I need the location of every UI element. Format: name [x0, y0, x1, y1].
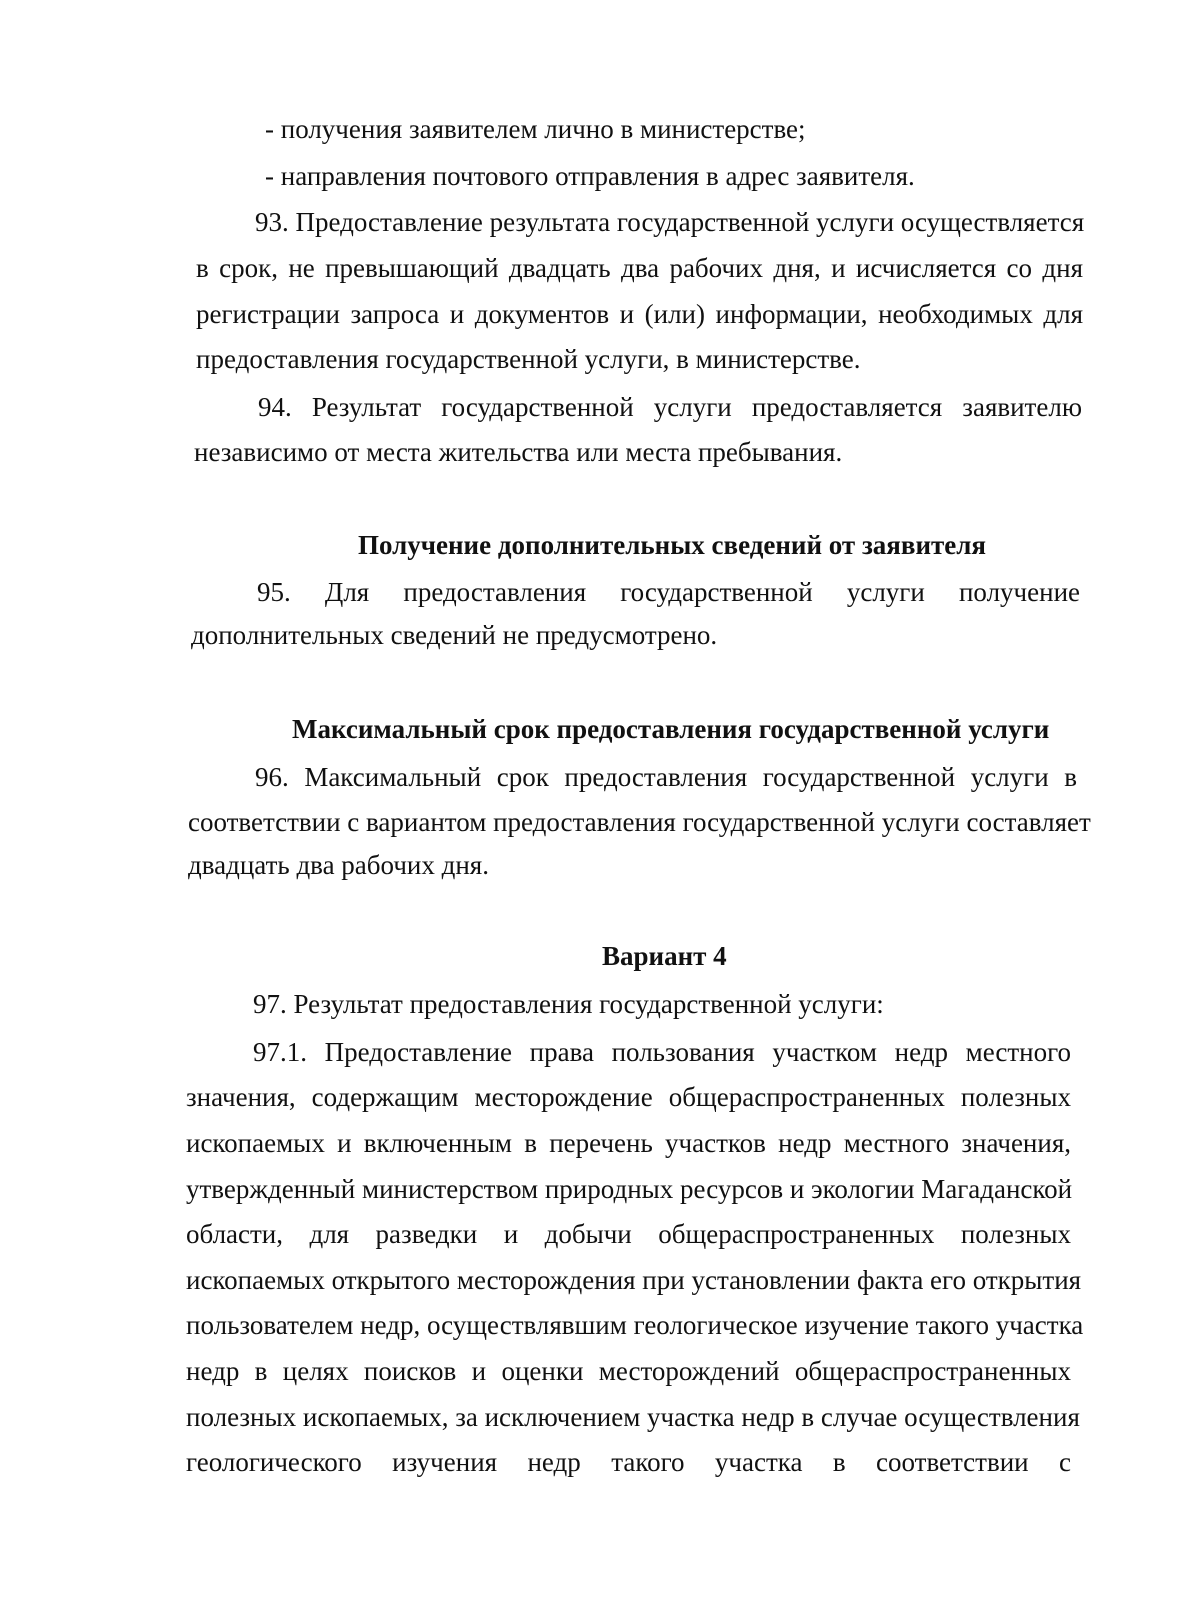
paragraph-93-line: в срок, не превышающий двадцать два рабочих дня, и исчисляется со дня — [196, 253, 1083, 283]
paragraph-95-line: 95. Для предоставления государственной услуги получение — [257, 577, 1080, 607]
paragraph-97-1-line: геологического изучения недр такого участка в соответствии с — [186, 1447, 1071, 1477]
list-item-postal-delivery: - направления почтового отправления в адрес заявителя. — [265, 161, 915, 191]
paragraph-96-line: двадцать два рабочих дня. — [188, 850, 489, 880]
section-heading-additional-info: Получение дополнительных сведений от заявителя — [358, 530, 987, 560]
paragraph-97-1-line: ископаемых открытого месторождения при установлении факта его открытия — [186, 1265, 1082, 1295]
paragraph-94-line: 94. Результат государственной услуги предоставляется заявителю — [258, 392, 1082, 422]
paragraph-97-line: 97. Результат предоставления государственной услуги: — [253, 989, 884, 1019]
paragraph-94-line: независимо от места жительства или места пребывания. — [194, 437, 843, 467]
section-heading-variant: Вариант 4 — [602, 941, 727, 971]
paragraph-97-1-line: утвержденный министерством природных ресурсов и экологии Магаданской — [186, 1174, 1073, 1204]
paragraph-93-line: регистрации запроса и документов и (или) информации, необходимых для — [196, 299, 1083, 329]
section-heading-max-term: Максимальный срок предоставления государственной услуги — [292, 714, 1050, 744]
paragraph-95-line: дополнительных сведений не предусмотрено. — [191, 620, 718, 650]
paragraph-97-1-line: недр в целях поисков и оценки месторождений общераспространенных — [186, 1356, 1071, 1386]
paragraph-97-1-line: области, для разведки и добычи общераспространенных полезных — [186, 1219, 1071, 1249]
paragraph-97-1-line: полезных ископаемых, за исключением участка недр в случае осуществления — [186, 1402, 1080, 1432]
paragraph-96-line: соответствии с вариантом предоставления государственной услуги составляет — [188, 807, 1091, 837]
paragraph-96-line: 96. Максимальный срок предоставления государственной услуги в — [255, 762, 1077, 792]
paragraph-93-line: предоставления государственной услуги, в министерстве. — [196, 344, 861, 374]
paragraph-97-1-line: ископаемых и включенным в перечень участков недр местного значения, — [186, 1128, 1071, 1158]
paragraph-97-1-line: 97.1. Предоставление права пользования участком недр местного — [253, 1037, 1071, 1067]
paragraph-97-1-line: значения, содержащим месторождение общераспространенных полезных — [186, 1082, 1071, 1112]
paragraph-97-1-line: пользователем недр, осуществлявшим геологическое изучение такого участка — [186, 1310, 1084, 1340]
list-item-receipt-in-person: - получения заявителем лично в министерстве; — [265, 114, 806, 144]
paragraph-93-line: 93. Предоставление результата государственной услуги осуществляется — [255, 207, 1085, 237]
